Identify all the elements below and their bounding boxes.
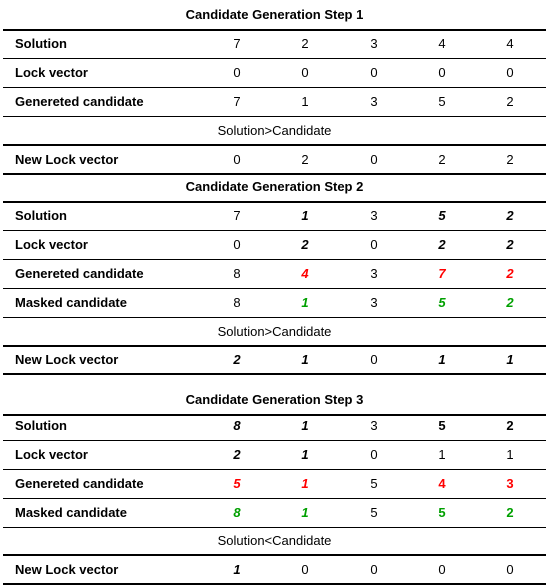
row-label: Lock vector	[15, 65, 88, 80]
new-lock-row	[3, 345, 546, 374]
new-lock-row	[3, 145, 546, 174]
row-label: New Lock vector	[15, 152, 119, 167]
table-cell: 1	[301, 505, 309, 520]
table-cell: 8	[233, 505, 241, 520]
table-cell: 5	[233, 476, 241, 491]
table-row	[3, 201, 546, 230]
table-cell: 8	[233, 295, 241, 310]
table-row	[3, 259, 546, 288]
table-row	[3, 498, 546, 527]
table-cell: 3	[370, 208, 378, 223]
table-cell: 3	[370, 266, 378, 281]
table-cell: 0	[370, 237, 378, 252]
table-cell: 0	[370, 352, 378, 367]
new-lock-row	[3, 555, 546, 584]
table-cell: 2	[506, 208, 514, 223]
row-label: Lock vector	[15, 237, 88, 252]
table-cell: 0	[233, 65, 241, 80]
table-cell: 2	[301, 152, 309, 167]
step-title: Candidate Generation Step 1	[185, 7, 364, 22]
row-label: Masked candidate	[15, 505, 127, 520]
table-cell: 5	[438, 94, 446, 109]
table-cell: 1	[438, 447, 446, 462]
table-row	[3, 29, 546, 58]
row-label: New Lock vector	[15, 352, 119, 367]
table-row	[3, 469, 546, 498]
table-cell: 3	[370, 94, 378, 109]
table-cell: 0	[506, 562, 514, 577]
row-label: Genereted candidate	[15, 266, 144, 281]
table-cell: 1	[301, 94, 309, 109]
condition-row: Solution<Candidate	[217, 533, 332, 548]
step-title: Candidate Generation Step 2	[185, 179, 364, 194]
table-cell: 0	[438, 65, 446, 80]
table-cell: 0	[438, 562, 446, 577]
table-cell: 1	[301, 295, 309, 310]
table-cell: 2	[506, 94, 514, 109]
table-cell: 2	[506, 266, 514, 281]
table-row	[3, 58, 546, 87]
table-cell: 2	[506, 152, 514, 167]
table-cell: 3	[370, 418, 378, 433]
table-cell: 2	[301, 36, 309, 51]
table-cell: 0	[370, 65, 378, 80]
table-cell: 3	[370, 36, 378, 51]
table-cell: 5	[438, 208, 446, 223]
table-cell: 1	[301, 418, 309, 433]
table-cell: 2	[233, 447, 241, 462]
table-cell: 2	[233, 352, 241, 367]
table-cell: 4	[301, 266, 309, 281]
condition-row: Solution>Candidate	[217, 324, 332, 339]
condition-row: Solution>Candidate	[217, 123, 332, 138]
row-label: Masked candidate	[15, 295, 127, 310]
row-label: Genereted candidate	[15, 94, 144, 109]
table-cell: 4	[438, 36, 446, 51]
table-cell: 0	[301, 65, 309, 80]
table-cell: 2	[438, 237, 446, 252]
table-cell: 0	[370, 562, 378, 577]
table-cell: 0	[370, 152, 378, 167]
table-rule	[3, 583, 546, 585]
table-cell: 1	[301, 447, 309, 462]
step-title: Candidate Generation Step 3	[185, 392, 364, 407]
table-cell: 7	[438, 266, 446, 281]
table-cell: 2	[506, 237, 514, 252]
table-row	[3, 411, 546, 440]
table-cell: 5	[438, 295, 446, 310]
table-cell: 1	[506, 447, 514, 462]
table-rule	[3, 373, 546, 375]
table-cell: 5	[438, 418, 446, 433]
table-cell: 1	[301, 208, 309, 223]
table-cell: 2	[301, 237, 309, 252]
table-cell: 4	[506, 36, 514, 51]
table-cell: 1	[301, 352, 309, 367]
table-cell: 2	[506, 295, 514, 310]
table-cell: 0	[301, 562, 309, 577]
table-row	[3, 87, 546, 116]
row-label: Solution	[15, 418, 67, 433]
table-cell: 3	[506, 476, 514, 491]
table-cell: 7	[233, 208, 241, 223]
row-label: Lock vector	[15, 447, 88, 462]
table-cell: 0	[233, 237, 241, 252]
table-cell: 1	[233, 562, 241, 577]
table-cell: 4	[438, 476, 446, 491]
table-row	[3, 288, 546, 317]
table-cell: 8	[233, 418, 241, 433]
table-cell: 2	[438, 152, 446, 167]
table-cell: 0	[506, 65, 514, 80]
table-cell: 7	[233, 36, 241, 51]
row-label: Solution	[15, 36, 67, 51]
table-cell: 1	[301, 476, 309, 491]
table-cell: 8	[233, 266, 241, 281]
table-cell: 3	[370, 295, 378, 310]
table-cell: 5	[438, 505, 446, 520]
row-label: Genereted candidate	[15, 476, 144, 491]
table-row	[3, 230, 546, 259]
table-cell: 7	[233, 94, 241, 109]
table-row	[3, 440, 546, 469]
candidate-generation-table	[3, 0, 546, 585]
table-cell: 5	[370, 505, 378, 520]
table-cell: 0	[233, 152, 241, 167]
table-cell: 1	[506, 352, 514, 367]
table-cell: 0	[370, 447, 378, 462]
row-label: New Lock vector	[15, 562, 119, 577]
table-cell: 2	[506, 418, 514, 433]
table-cell: 2	[506, 505, 514, 520]
row-label: Solution	[15, 208, 67, 223]
table-cell: 1	[438, 352, 446, 367]
table-cell: 5	[370, 476, 378, 491]
